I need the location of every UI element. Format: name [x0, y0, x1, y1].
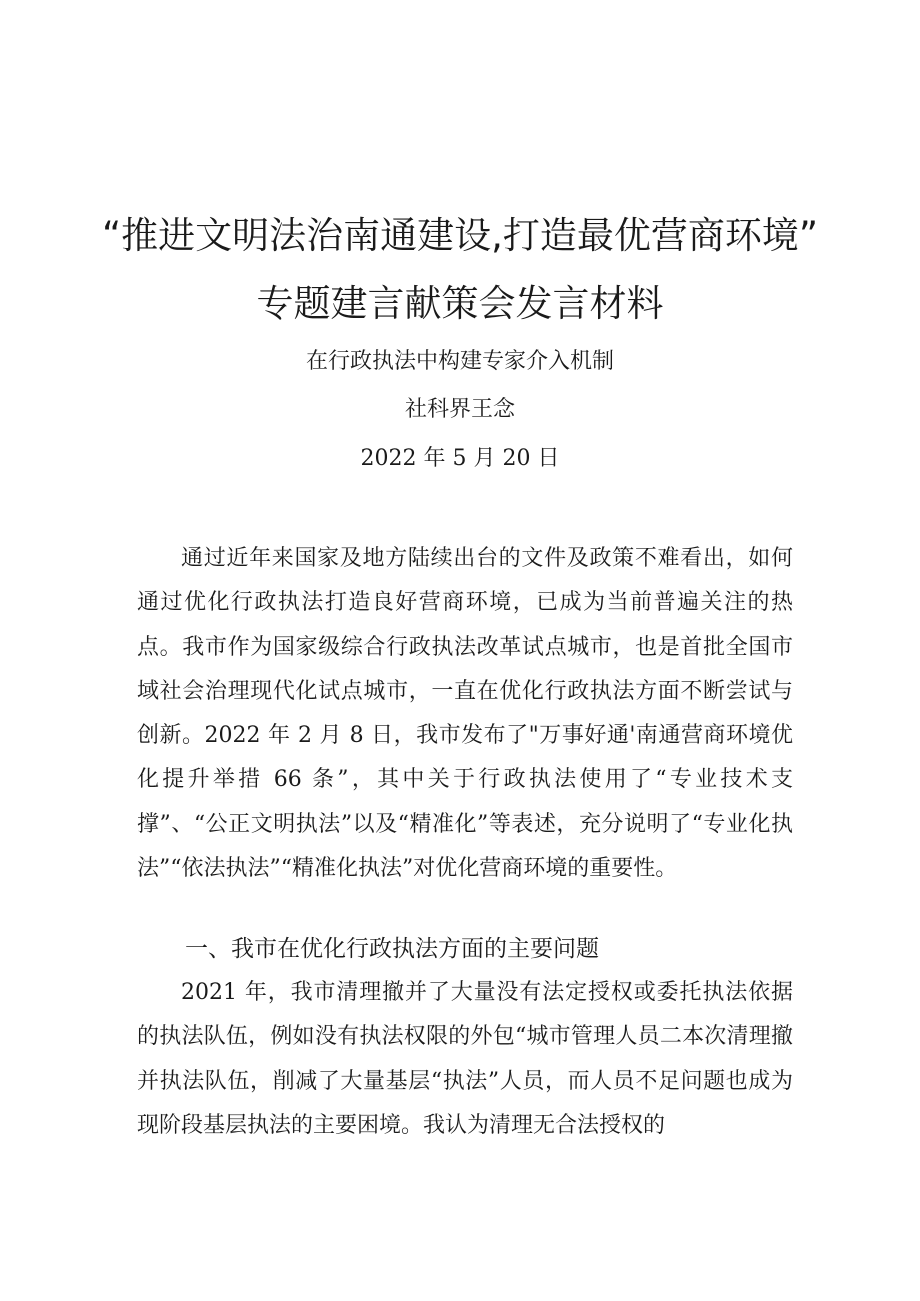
section-heading-1: 一、我市在优化行政执法方面的主要问题: [185, 936, 599, 962]
body-paragraph-1: 通过近年来国家及地方陆续出台的文件及政策不难看出，如何通过优化行政执法打造良好营商环境，已成为当前普遍关注的热点。我市作为国家级综合行政执法改革试点城市，也是首批全国市域社会治理现代化试点城市，一直在优化行政执法方面不断尝试与创新。2022 年 2 月 8 日，我市发布了"万事好通'南通营商环境优化提升举措 66 条”，其中关于行政执法使用了“专业技术支撑”、“公正文明执法”以及“精准化”等表述，充分说明了“专业化执法”“依法执法”“精准化执法”对优化营商环境的重要性。: [137, 546, 794, 882]
document-title-line-2: 专题建言献策会发言材料: [256, 282, 664, 325]
body-paragraph-2: 2021 年，我市清理撤并了大量没有法定授权或委托执法依据的执法队伍，例如没有执法权限的外包“城市管理人员二本次清理撤并执法队伍，削减了大量基层“执法”人员，而人员不足问题也成为现阶段基层执法的主要困境。我认为清理无合法授权的: [137, 980, 793, 1138]
document-subtitle: 在行政执法中构建专家介入机制: [305, 349, 614, 374]
document-title-line-1: “推进文明法治南通建设,打造最优营商环境”: [101, 214, 819, 257]
document-author: 社科界王念: [404, 397, 515, 422]
document-date: 2022 年 5 月 20 日: [360, 446, 560, 471]
